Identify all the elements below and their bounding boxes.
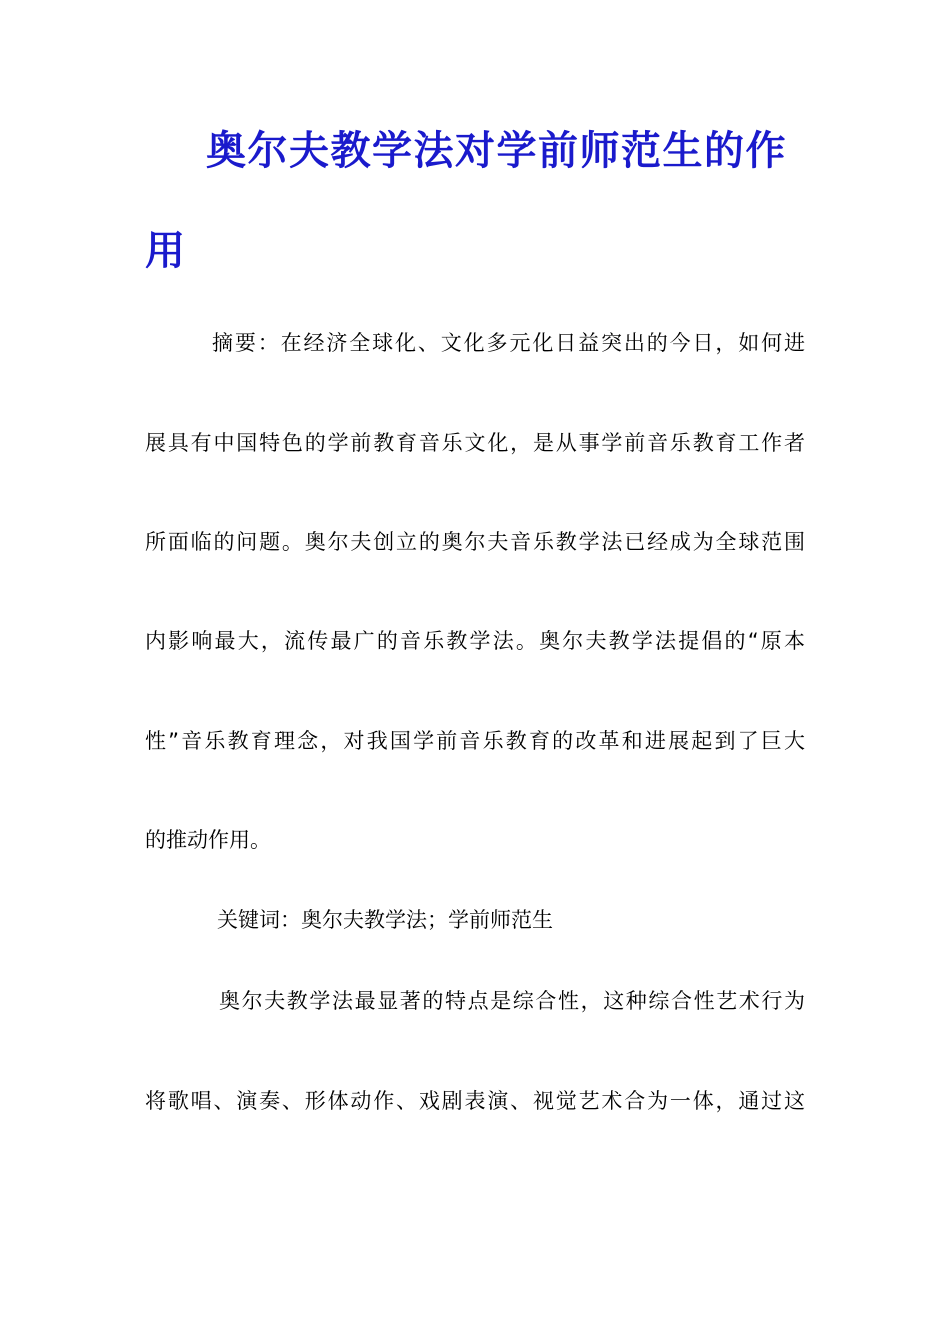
document-title-line-2: 用 (145, 227, 185, 274)
abstract-line-1: 摘要：在经济全球化、文化多元化日益突出的今日，如何进 (212, 331, 805, 355)
document-title-line-1: 奥尔夫教学法对学前师范生的作 (206, 127, 787, 174)
abstract-line-6: 的推动作用。 (145, 828, 271, 852)
abstract-line-4: 内影响最大，流传最广的音乐教学法。奥尔夫教学法提倡的“原本 (145, 629, 805, 653)
body-line-2: 将歌唱、演奏、形体动作、戏剧表演、视觉艺术合为一体，通过这 (145, 1089, 805, 1113)
abstract-line-3: 所面临的问题。奥尔夫创立的奥尔夫音乐教学法已经成为全球范围 (145, 530, 805, 554)
abstract-line-2: 展具有中国特色的学前教育音乐文化，是从事学前音乐教育工作者 (145, 431, 805, 455)
abstract-line-5: 性”音乐教育理念，对我国学前音乐教育的改革和进展起到了巨大 (145, 729, 805, 753)
keywords-line: 关键词：奥尔夫教学法；学前师范生 (217, 908, 553, 932)
body-line-1: 奥尔夫教学法最显著的特点是综合性，这种综合性艺术行为 (219, 989, 805, 1013)
